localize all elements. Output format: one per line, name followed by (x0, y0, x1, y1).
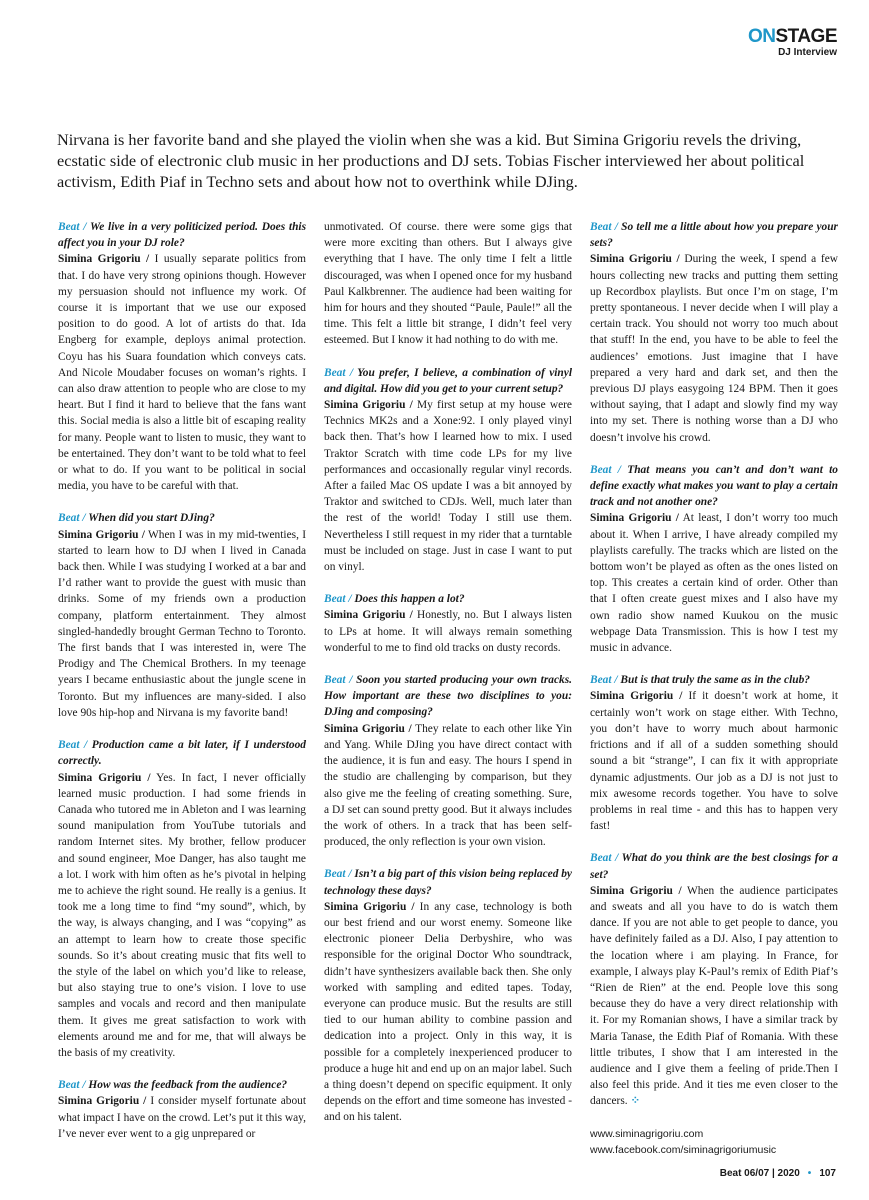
speaker-name: Simina Grigoriu / (324, 399, 413, 412)
question-text: What do you think are the best closings for a set? (590, 852, 838, 881)
answer (590, 688, 838, 834)
question-text: Production came a bit later, if I understood correctly. (58, 739, 306, 768)
answer-text: My first setup at my house were Technics MK2s and a Xone:92. I only played vinyl back then. That’s how I learned how to mix. I used Traktor Scratch with time code LPs for my live performances and occasionally regular vinyl records. After a failed Mac OS update I was a bit annoyed by Traktor and switched to CDJs. Well, much later than the rest of the world! Today I still use them. Nevertheless I still request in my rider that a turntable must be included on stage. Just in case I want to put on vinyl. (324, 399, 572, 574)
qa-block (58, 737, 306, 1061)
answer-text: I usually separate politics from that. I do have very strong opinions though. However my persuasion should not influence my work. Of course it is important that we use our exposed position to do good. A lot of artists do that. Ida Engberg for example, deploys animal protection. Coyu has his Suara foundation which conveys cats. And Nicole Moudaber focuses on woman’s rights. I can also draw attention to people who are close to my heart. But I find it hard to believe that the fans want this. Social media is also a little bit of escaping reality for many. People want to listen to music, they want to be entertained. They don’t want to be told what to feel or what to do. If you want to be political in social media, you have to be careful with that. (58, 253, 306, 493)
qa-block (590, 850, 838, 1109)
answer-text: When I was in my mid-twenties, I started to learn how to DJ when I lived in Canada back then. While I was studying I worked at a bar and I’d rather want to provide the guest with music than drinks. Some of my friends own a production company, platform entertainment. They almost singled-handedly brought German Techno to Toronto. The first bands that I was interested in, were The Prodigy and The Chemical Brothers. In my teenage years I became enthusiastic about the jungle scene in Toronto. But my influences are many-sided. I also love 90s hip-hop and Nirvana is my favorite band! (58, 528, 306, 719)
answer-text: During the week, I spend a few hours collecting new tracks and putting them setting up Recordbox playlists. But once I’m on stage, I’m pretty spontaneous. I never decide when I will play a certain track. You should not worry too much about that stuff! In the end, you have to be able to feel the audiences’ emotions. Just imagine that I have prepared a very hard and dark set, and then the previous DJ plays easygoing 124 BPM. Then it goes without saying, that I adapt and slowly find my way into my set. There is nothing worse than a DJ who doesn’t involve his crowd. (590, 253, 838, 444)
answer-text: I consider myself fortunate about what impact I have on the crowd. Let’s put it this way, I’ve never ever went to a gig unprepared or (58, 1095, 306, 1140)
answer (324, 721, 572, 851)
qa-block (324, 365, 572, 576)
speaker-name: Simina Grigoriu / (58, 528, 145, 541)
speaker-name: Simina Grigoriu / (58, 1095, 147, 1108)
page-header (748, 27, 837, 59)
answer-text: When the audience participates and sweats and all you have to do is watch them dance. If you are not able to get people to dance, you have definitely failed as a DJ. Also, I pay attention to the location where i am playing. In France, for example, I always play K-Paul’s remix of Edith Piaf’s “Rien de Rien” at the end. People love this song because they do have a very direct relationship with it. For my Romanian shows, I have a similar track by Maria Tanase, the Edith Piaf of Romania. With these little tributes, I show that I am interested in the audience and I give them a feeling of pride.Then I also feel this pride. And it ties me even closer to the dancers. (590, 884, 838, 1108)
beat-tag: Beat / (324, 868, 352, 881)
answer (324, 607, 572, 656)
beat-tag: Beat / (58, 1079, 86, 1092)
speaker-name: Simina Grigoriu / (324, 722, 412, 735)
brand-stage: STAGE (775, 26, 837, 47)
brand-on: ON (747, 26, 776, 47)
beat-tag: Beat / (58, 221, 87, 233)
question (324, 672, 572, 721)
beat-tag: Beat / (58, 512, 86, 525)
qa-block (324, 219, 572, 349)
answer-text: unmotivated. Of course. there were some gigs that were more exciting than others. But I always give everything that I have. The only time I felt a little discouraged, was when I opened once for my husband Paul Kalkbrenner. The audience had been waiting for him for hours and they shouted “Paule, Paule!” all the time. This felt a little bit strange, I didn’t feel very esteemed. But I know it had nothing to do with me. (324, 221, 572, 347)
column-1 (58, 219, 306, 1158)
qa-block (324, 672, 572, 850)
question (58, 737, 306, 769)
column-3 (590, 219, 838, 1158)
qa-block (324, 866, 572, 1125)
answer (58, 1093, 306, 1142)
question (590, 672, 838, 688)
answer (324, 397, 572, 575)
speaker-name: Simina Grigoriu / (590, 884, 682, 897)
answer-text: If it doesn’t work at home, it certainly won’t work on stage either. With Techno, you don’t have to worry much about harmonic frictions and if all of a sudden something should sound a bit “strange”, I can fix it with appropriate dynamic adjustments. Our job as a DJ is not just to mix awesome records together. You have to solve problems in real time - and this has to happen very fast! (590, 690, 838, 833)
question (590, 219, 838, 251)
question (324, 591, 572, 607)
answer (58, 527, 306, 721)
column-2 (324, 219, 572, 1142)
answer (324, 899, 572, 1126)
answer (590, 251, 838, 445)
answer (590, 883, 838, 1110)
beat-tag: Beat / (590, 221, 618, 233)
speaker-name: Simina Grigoriu / (58, 253, 150, 266)
question (58, 510, 306, 526)
speaker-name: Simina Grigoriu / (590, 253, 680, 266)
question (590, 850, 838, 882)
answer-text: Honestly, no. But I always listen to LPs at home. It will always remain something wonderful to me to find old tracks on dusty records. (324, 609, 572, 654)
page-number: 107 (819, 1168, 836, 1179)
question-text: Soon you started producing your own tracks. How important are these two disciplines to you: DJing and composing? (324, 674, 572, 719)
intro-paragraph: Nirvana is her favorite band and she played the violin when she was a kid. But Simina Grigoriu revels the driving, ecstatic side of electronic club music in her productions and DJ sets. Tobias Fischer interviewed her about political activism, Edith Piaf in Techno sets and about how not to overthink while DJing. (57, 130, 805, 191)
question-text: We live in a very politicized period. Does this affect you in your DJ role? (58, 221, 306, 250)
links (590, 1126, 838, 1158)
question-text: Isn’t a big part of this vision being replaced by technology these days? (324, 868, 572, 897)
speaker-name: Simina Grigoriu / (590, 512, 679, 525)
answer (590, 510, 838, 656)
answer-text: In any case, technology is both our best friend and our worst enemy. Someone like electronic pioneer Delia Derbyshire, who was responsible for the original Doctor Who soundtrack, didn’t have synthesizers available back then. She only worked with sampling and edited tapes. Today, everyone can produce music. But the results are still tied to our human ability to combine passion and dedication into a project. Only in this way, it is possible for a completely inexperienced producer to produce a huge hit and end up on an major label. Such a thing doesn’t depend on specific equipment. It only depends on the effort and time someone has invested - and on his talent. (324, 900, 572, 1124)
speaker-name: Simina Grigoriu / (324, 609, 413, 622)
question-text: Does this happen a lot? (354, 593, 465, 606)
footer-separator: • (807, 1168, 812, 1179)
qa-block (58, 510, 306, 721)
section-brand (748, 27, 837, 47)
issue-label: Beat 06/07 | 2020 (719, 1168, 800, 1179)
qa-block (590, 219, 838, 446)
qa-block (324, 591, 572, 656)
question-text: When did you start DJing? (88, 512, 215, 525)
beat-tag: Beat / (324, 366, 353, 379)
beat-tag: Beat / (58, 739, 88, 752)
website-link[interactable]: www.siminagrigoriu.com (590, 1127, 704, 1140)
beat-tag: Beat / (590, 674, 618, 687)
question (58, 1077, 306, 1093)
section-subtitle: DJ Interview (778, 47, 837, 58)
beat-tag: Beat / (590, 463, 621, 476)
answer (58, 770, 306, 1062)
answer (324, 219, 572, 349)
answer (58, 251, 306, 494)
speaker-name: Simina Grigoriu / (590, 690, 683, 703)
qa-block (590, 672, 838, 834)
page-footer (720, 1168, 836, 1179)
end-mark-icon: ⁘ (630, 1095, 641, 1108)
speaker-name: Simina Grigoriu / (58, 771, 151, 784)
beat-tag: Beat / (324, 593, 352, 606)
question (324, 365, 572, 397)
qa-block (58, 1077, 306, 1142)
column-3-qa (590, 219, 838, 1110)
speaker-name: Simina Grigoriu / (324, 900, 415, 913)
question-text: How was the feedback from the audience? (88, 1079, 288, 1092)
question-text: But is that truly the same as in the club? (620, 674, 810, 687)
question (58, 219, 306, 251)
beat-tag: Beat / (590, 852, 619, 865)
answer-text: At least, I don’t worry too much about it. When I arrive, I have already compiled my playlists carefully. The tracks which are listed on the bottom won’t be played as often as the ones listed on top. This creates a certain kind of order. Other than that I often create guest mixes and I also have my own radio show named Kuukou on the music webpage Data Transmission. This is how I test my music in advance. (590, 512, 838, 655)
question-text: So tell me a little about how you prepare your sets? (590, 221, 838, 250)
question-text: That means you can’t and don’t want to define exactly what makes you want to play a certain track and not another one? (590, 463, 838, 509)
beat-tag: Beat / (324, 674, 353, 687)
qa-block (58, 219, 306, 494)
question (590, 462, 838, 511)
facebook-link[interactable]: www.facebook.com/siminagrigoriumusic (590, 1143, 777, 1156)
question-text: You prefer, I believe, a combination of vinyl and digital. How did you get to your current setup? (324, 366, 572, 395)
answer-text: Yes. In fact, I never officially learned music production. I had some friends in Canada who tutored me in Ableton and I was learning sound manipulation from YouTube tutorials and random Internet sites. My brother, fellow producer and sound engineer, Moe Danger, has also taught me a lot. I work with him often as he’s pivotal in helping me to achieve the right sound. He really is a genius. It took me a long time to find “my sound”, which, by the way, is always changing, and I was “copying” as an attempt to learn how to create those specific sounds. So it’s about creating music that fits well to the style of the label on which you’d like to release, but also staying true to one’s vision. I love to use samples and vocals and record and then manipulate them. It gives me great satisfaction to work with elements around me and for me, that will always be the basis of my creativity. (58, 771, 306, 1059)
qa-block (590, 462, 838, 656)
answer-text: They relate to each other like Yin and Yang. While DJing you have direct contact with the audience, it is fun and easy. The hours I spend in the studio are challenging by comparison, but they also give me the feeling of creating something. Sure, a DJ set can sound pretty good. But it always includes the work of others. In a track that has been self-produced, the only reflection is your own vision. (324, 722, 572, 849)
question (324, 866, 572, 898)
